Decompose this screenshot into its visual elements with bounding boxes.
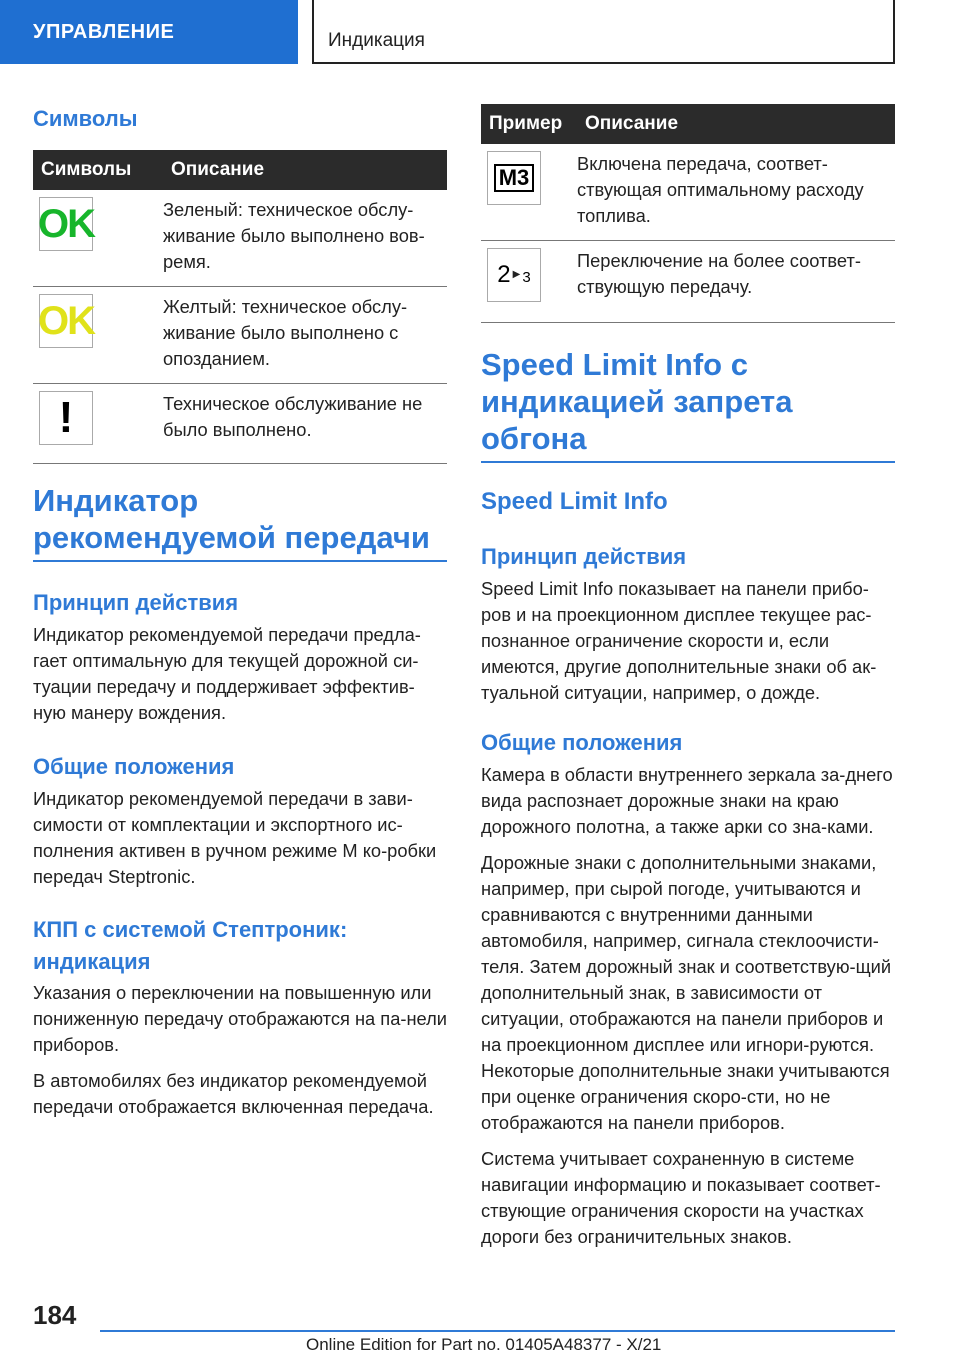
section-tab[interactable]	[0, 0, 298, 64]
principle-text-right: Speed Limit Info показывает на панели прибо-ров и на проекционном дисплее текущее рас-познанное ограничение скорости и, если имеются, другие дополнительные знаки об ак-туальной ситуации, например, о дожде.	[481, 578, 877, 703]
section-label: УПРАВЛЕНИЕ	[33, 20, 175, 43]
general-title-right: Общие положения	[481, 730, 683, 755]
general-title: Общие положения	[33, 754, 235, 779]
ok-green-icon: OK	[39, 197, 93, 251]
principle-title: Принцип действия	[33, 590, 239, 615]
speed-limit-title: Speed Limit Info с индикацией запрета обгона	[481, 346, 895, 463]
col-example: Пример	[481, 104, 577, 144]
table-row	[481, 144, 895, 241]
symbols-title: Символы	[33, 106, 138, 131]
sli-title: Speed Limit Info	[481, 488, 668, 515]
row-description: Переключение на более соответ-ствующую передачу.	[577, 241, 895, 323]
table-row	[33, 190, 447, 287]
row-description: Включена передача, соответ-ствующая оптимальному расходу топлива.	[577, 144, 895, 241]
general-text-3: Система учитывает сохраненную в системе навигации информацию и показывает соответ-ствующие ограничения скорости на участках дороги без ограничительных знаков.	[481, 1148, 881, 1247]
row-description: Зеленый: техническое обслу-живание было выполнено вов-ремя.	[163, 190, 447, 287]
col-description: Описание	[163, 150, 447, 190]
example-table	[481, 104, 895, 323]
symbols-table	[33, 150, 447, 464]
general-text-1: Камера в области внутреннего зеркала за-днего вида распознает дорожные знаки на краю дорожного полотна, а также арки со зна-ками.	[481, 764, 893, 837]
chapter-header	[312, 0, 895, 64]
ok-yellow-icon: OK	[39, 294, 93, 348]
col-description: Описание	[577, 104, 895, 144]
row-description: Желтый: техническое обслу-живание было выполнено с опозданием.	[163, 287, 447, 384]
gear-shift-2-to-3-icon: 2 ▶ 3	[487, 248, 541, 302]
row-description: Техническое обслуживание не было выполнено.	[163, 384, 447, 464]
general-text-2: Дорожные знаки с дополнительными знаками, например, при сырой погоде, учитываются и сравниваются с внутренними данными автомобиля, например, сигнала стеклоочисти-теля. Затем дорожный знак и соответствую-щий дополнительный знак, в зависимости от ситуации, отображаются на панели приборов и на проекционном дисплее или игнори-руются. Некоторые дополнительные знаки учитываются при оценке ограничения скоро-сти, но не отображаются на панели приборов.	[481, 852, 892, 1133]
gear-indicator-title: Индикатор рекомендуемой передачи	[33, 482, 447, 562]
footer-divider	[100, 1330, 895, 1332]
kpp-text-1: Указания о переключении на повышенную или пониженную передачу отображаются на па-нели приборов.	[33, 982, 447, 1055]
page-number: 184	[33, 1300, 77, 1330]
table-row	[481, 241, 895, 323]
exclamation-icon: !	[39, 391, 93, 445]
gear-m3-icon: M3	[487, 151, 541, 205]
kpp-text-2: В автомобилях без индикатор рекомендуемой передачи отображается включенная передача.	[33, 1070, 434, 1117]
edition-text: Online Edition for Part no. 01405A48377 - X/21	[306, 1335, 662, 1354]
principle-text: Индикатор рекомендуемой передачи предла-гает оптимальную для текущей дорожной си-туации передачу и поддерживает эффектив-ную манеру вождения.	[33, 624, 421, 723]
principle-title-right: Принцип действия	[481, 544, 687, 569]
col-symbols: Символы	[33, 150, 163, 190]
kpp-title: КПП с системой Стептроник: индикация	[33, 917, 348, 974]
table-row	[33, 384, 447, 464]
chapter-label: Индикация	[328, 30, 425, 51]
general-text: Индикатор рекомендуемой передачи в зави-симости от комплектации и экспортного ис-полнения активен в ручном режиме M ко-робки передач Steptronic.	[33, 788, 437, 887]
table-row	[33, 287, 447, 384]
arrow-right-icon: ▶	[512, 269, 521, 280]
